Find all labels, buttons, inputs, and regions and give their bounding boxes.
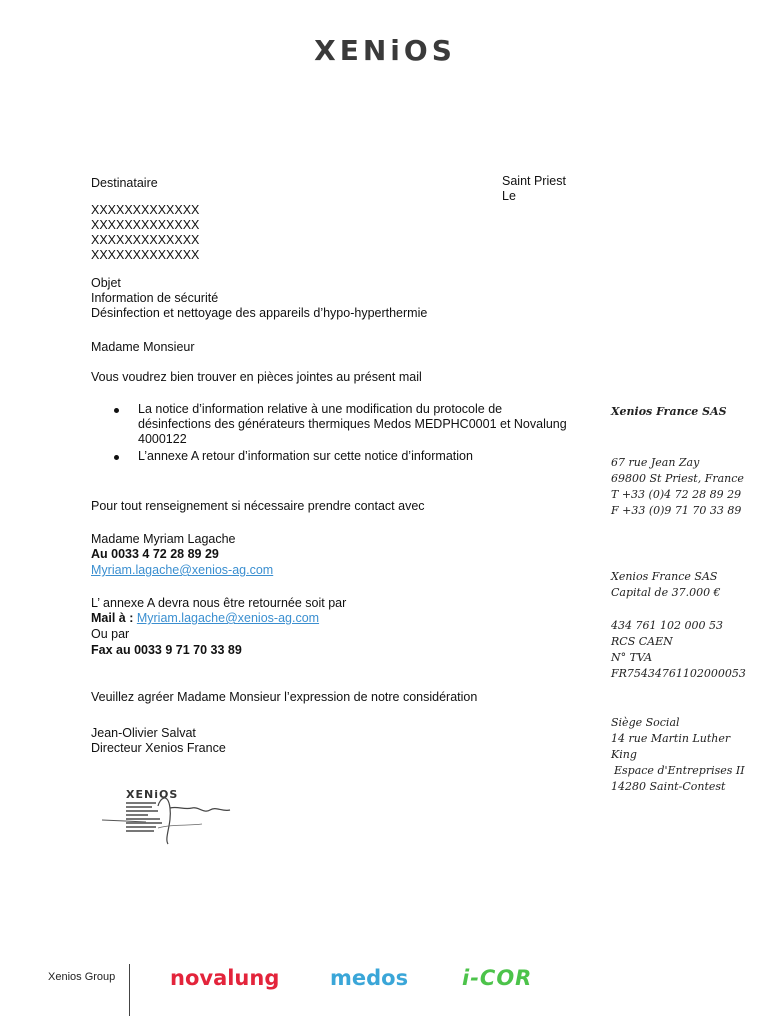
sidebar-address-line: F +33 (0)9 71 70 33 89 (611, 504, 742, 517)
recipient-line: XXXXXXXXXXXXX (91, 248, 200, 262)
signatory-name: Jean-Olivier Salvat (91, 726, 196, 740)
subject-line-1: Information de sécurité (91, 291, 219, 305)
sidebar-company-heading: Xenios France SAS (611, 405, 727, 418)
sidebar-head-office-line: 14 rue Martin Luther (611, 732, 731, 745)
closing-text: Veuillez agréer Madame Monsieur l’expression de notre considération (91, 690, 478, 704)
sidebar-head-office-line: King (611, 748, 637, 761)
footer-group-label: Xenios Group (48, 971, 116, 983)
recipient-line: XXXXXXXXXXXXX (91, 203, 200, 217)
subject-line-2: Désinfection et nettoyage des appareils d’hypo-hyperthermie (91, 306, 428, 320)
medos-logo: medos (330, 966, 409, 990)
subject-label: Objet (91, 276, 121, 290)
contact-phone: Au 0033 4 72 28 89 29 (91, 547, 219, 561)
sidebar-head-office (611, 715, 745, 795)
intro-text: Vous voudrez bien trouver en pièces jointes au présent mail (91, 370, 422, 384)
novalung-logo: novalung (170, 966, 280, 990)
recipient-address (91, 203, 199, 263)
list-item (91, 449, 568, 464)
mail-email-link[interactable]: Myriam.lagache@xenios-ag.com (136, 611, 320, 625)
contact-name: Madame Myriam Lagache (91, 532, 236, 546)
mail-line (91, 611, 319, 626)
list-item-text: La notice d’information relative à une modification du protocole de désinfections des générateurs thermiques Medos MEDPHC0001 et Novalung 4000122 (138, 402, 567, 446)
company-stamp (98, 784, 258, 850)
sidebar-address-line: 67 rue Jean Zay (611, 456, 700, 469)
fax-number: Fax au 0033 9 71 70 33 89 (91, 643, 242, 657)
contact-intro: Pour tout renseignement si nécessaire prendre contact avec (91, 499, 425, 513)
signatory-title: Directeur Xenios France (91, 741, 226, 755)
sidebar-head-office-line: 14280 Saint-Contest (611, 780, 726, 793)
date-label: Le (502, 189, 516, 203)
salutation: Madame Monsieur (91, 340, 195, 354)
sidebar-registration-line: RCS CAEN (611, 635, 673, 648)
sidebar-registration-line: 434 761 102 000 53 (611, 619, 723, 632)
sidebar-legal-line: Xenios France SAS (611, 570, 718, 583)
footer-divider (129, 964, 130, 1016)
attachments-list (91, 402, 568, 464)
return-intro: L’ annexe A devra nous être retournée soit par (91, 596, 347, 610)
sidebar-address (611, 455, 744, 519)
list-item-text: L’annexe A retour d’information sur cette notice d’information (138, 449, 473, 463)
or-label: Ou par (91, 627, 130, 641)
recipient-line: XXXXXXXXXXXXX (91, 218, 200, 232)
sidebar-address-line: 69800 St Priest, France (611, 472, 744, 485)
mail-label: Mail à : (91, 611, 134, 625)
icor-logo: i-COR (462, 966, 533, 990)
recipient-label: Destinataire (91, 176, 158, 190)
stamp-signature-drawing (98, 784, 258, 850)
contact-email-link[interactable]: Myriam.lagache@xenios-ag.com (91, 563, 274, 577)
sidebar-head-office-line: Espace d'Entreprises II (614, 764, 745, 777)
stamp-logo: XENiOS (126, 788, 179, 801)
bullet-icon (114, 455, 119, 460)
recipient-line: XXXXXXXXXXXXX (91, 233, 200, 247)
sidebar-legal-line: Capital de 37.000 € (611, 586, 721, 599)
sidebar-registration-line: N° TVA (611, 651, 653, 664)
sidebar-registration (611, 618, 746, 682)
sidebar-registration-line: FR75434761102000053 (611, 667, 746, 680)
place-city: Saint Priest (502, 174, 566, 188)
sidebar-address-line: T +33 (0)4 72 28 89 29 (611, 488, 742, 501)
bullet-icon (114, 408, 119, 413)
sidebar-head-office-line: Siège Social (611, 716, 680, 729)
sidebar-legal (611, 569, 721, 601)
xenios-logo: XENiOS (314, 34, 456, 67)
list-item (91, 402, 568, 447)
